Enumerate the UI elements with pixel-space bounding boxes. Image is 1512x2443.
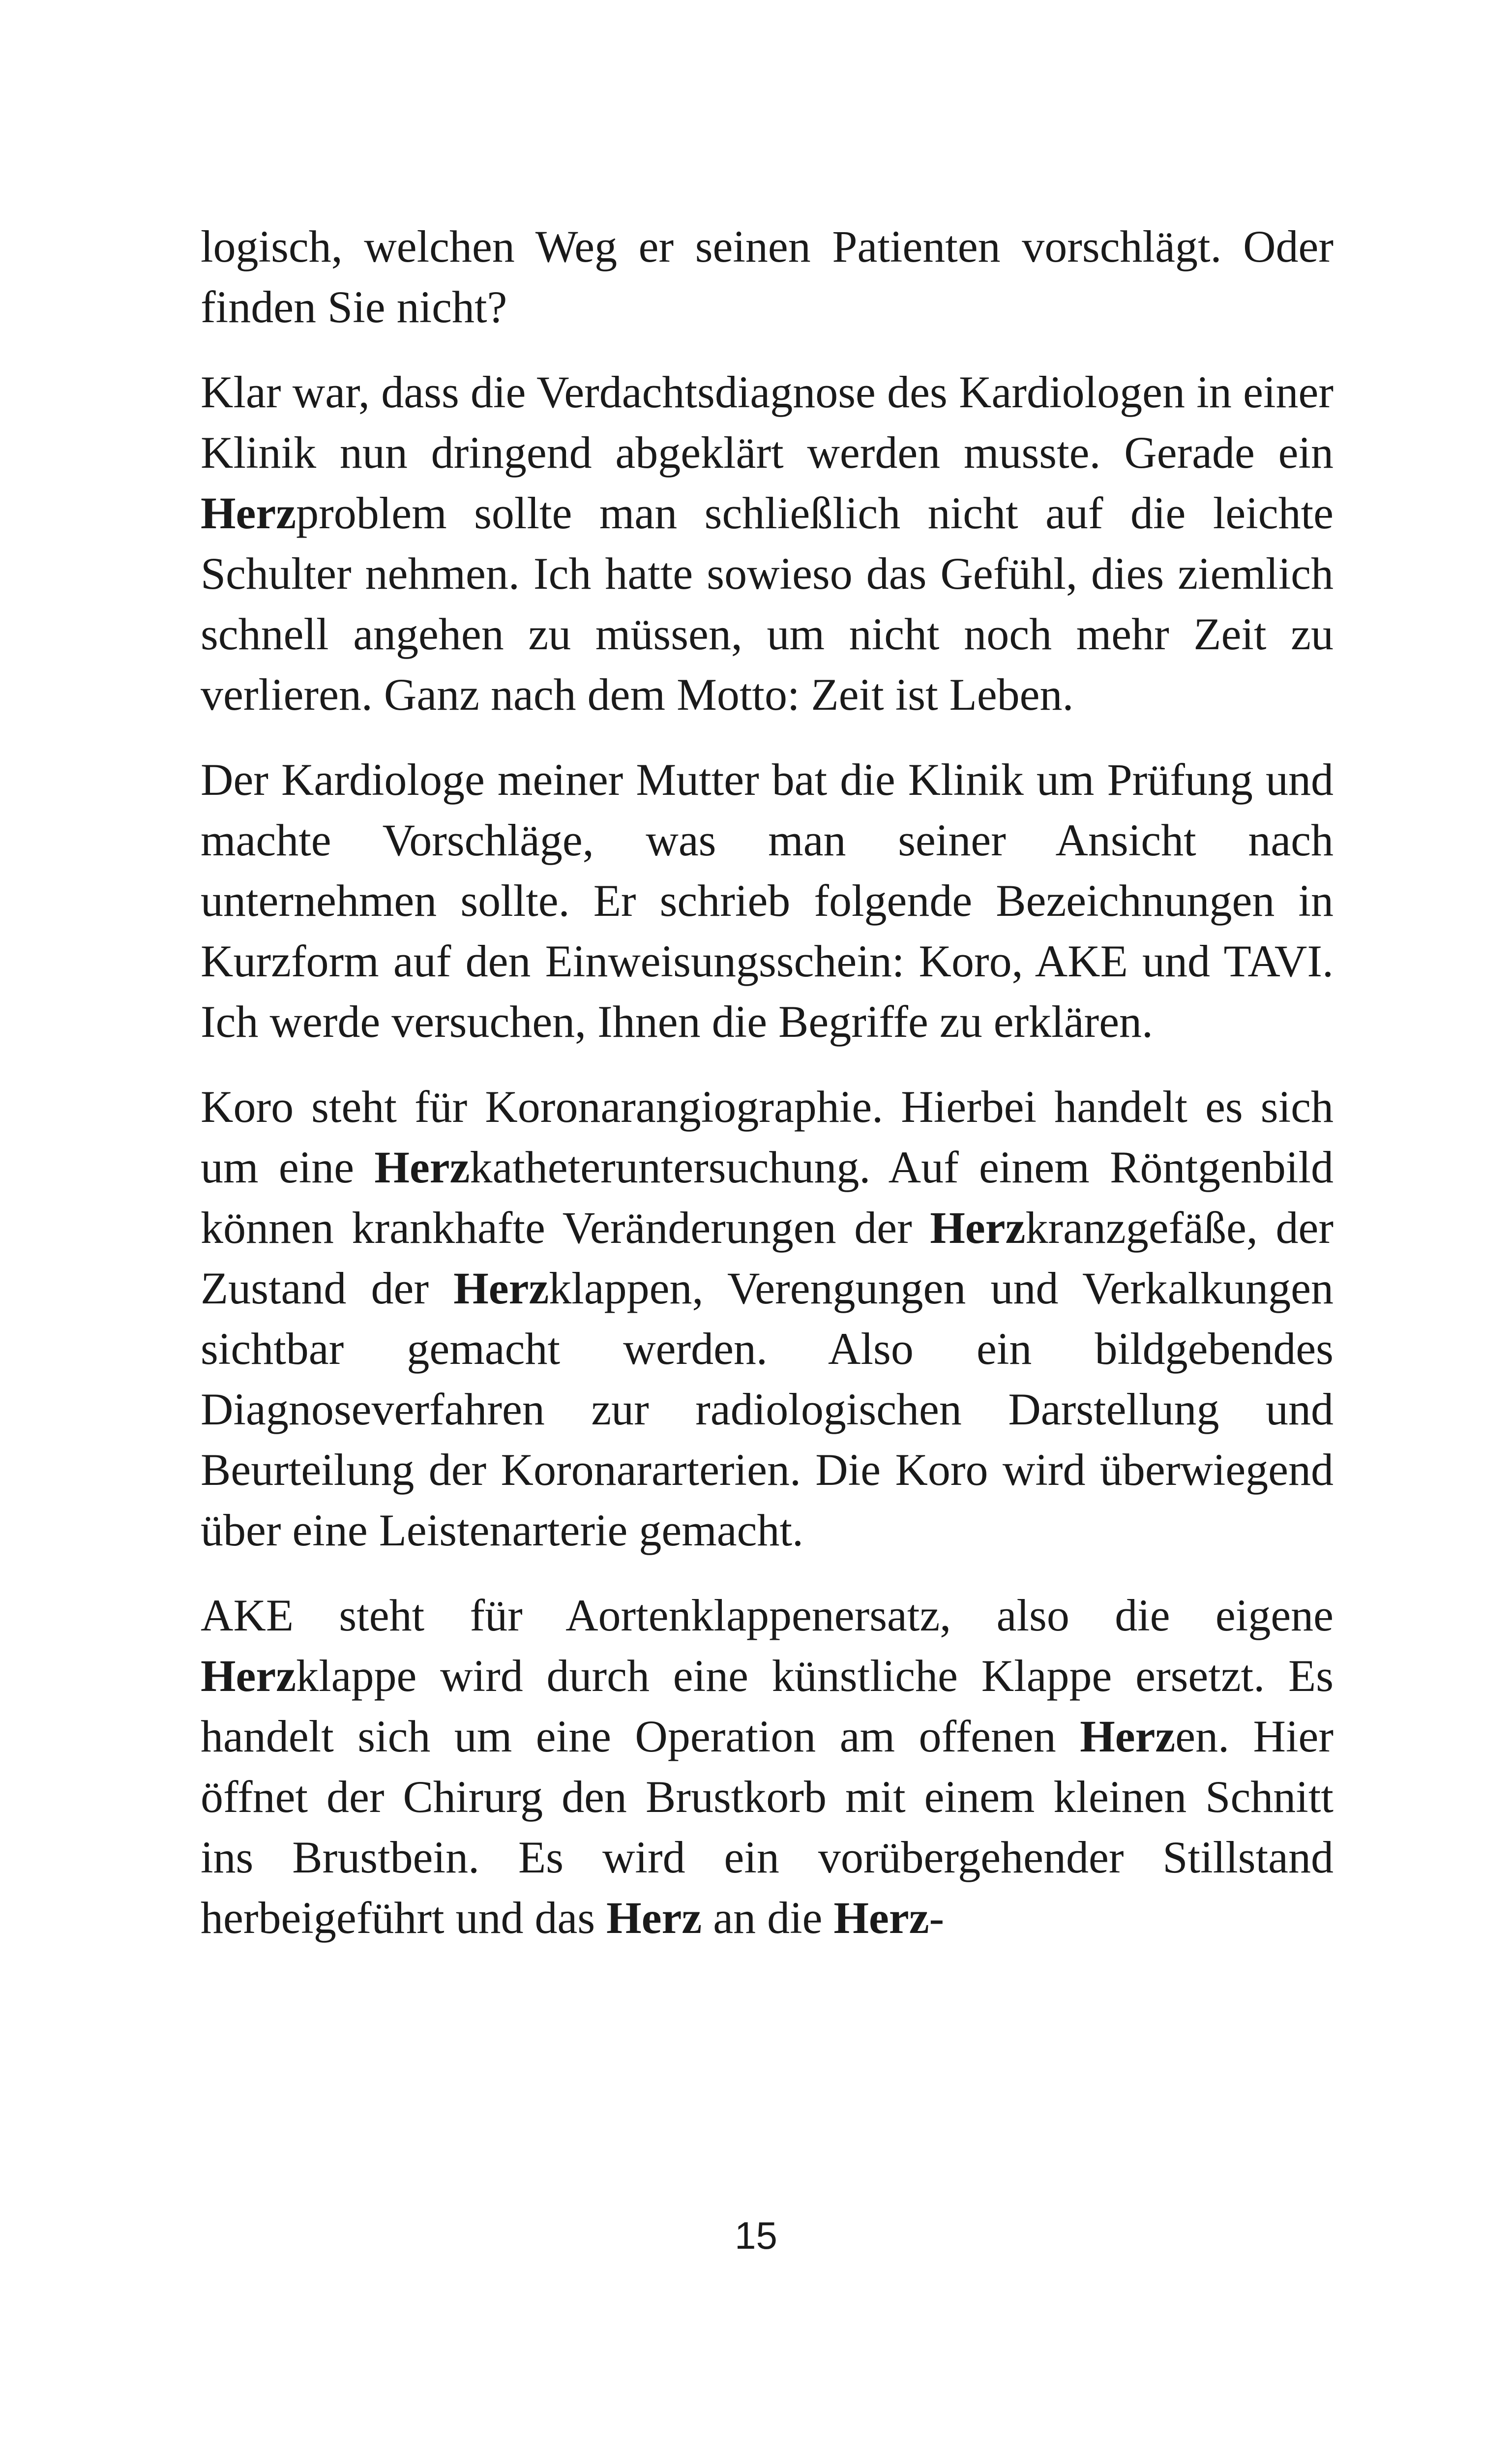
bold-keyword: Herz [606, 1893, 702, 1943]
text-run: logisch, welchen Weg er seinen Patienten vorschlägt. Oder finden Sie nicht? [201, 221, 1334, 332]
paragraph [201, 1077, 1334, 1561]
text-run: klappe wird durch eine künstliche Klappe ersetzt. Es handelt sich um eine Operation am offenen [201, 1651, 1334, 1761]
paragraph [201, 1585, 1334, 1948]
text-run: AKE steht für Aortenklappenersatz, also die eigene [201, 1590, 1334, 1640]
page-number: 15 [735, 2214, 777, 2257]
text-run: Klar war, dass die Verdachtsdiagnose des Kardiologen in einer Klinik nun dringend abgeklärt werden musste. Gerade ein [201, 367, 1334, 478]
text-run: kranzgefäße, der Zustand der [201, 1203, 1334, 1313]
bold-keyword: Herz [1080, 1711, 1176, 1761]
text-run: Der Kardiologe meiner Mutter bat die Klinik um Prüfung und machte Vorschläge, was man seiner Ansicht nach unternehmen sollte. Er schrieb folgende Bezeichnungen in Kurzform auf den Einweisungsschein: Koro, AKE und TAVI. Ich werde versuchen, Ihnen die Begriffe zu erklären. [201, 754, 1334, 1047]
text-run: an die [702, 1893, 834, 1943]
text-run: en. Hier öffnet der Chirurg den Brustkorb mit einem kleinen Schnitt ins Brustbein. Es wird ein vorübergehender Stillstand herbeigeführt und das [201, 1711, 1334, 1943]
bold-keyword: Herz [930, 1203, 1026, 1253]
bold-keyword: Herz [833, 1893, 929, 1943]
paragraph [201, 750, 1334, 1052]
text-run: Koro steht für Koronarangiographie. Hierbei handelt es sich um eine [201, 1082, 1334, 1192]
bold-keyword: Herz [374, 1142, 470, 1192]
text-run: - [929, 1893, 945, 1943]
body-text [201, 216, 1334, 1973]
bold-keyword: Herz [201, 488, 296, 538]
bold-keyword: Herz [201, 1651, 296, 1701]
paragraph [201, 216, 1334, 337]
bold-keyword: Herz [453, 1263, 549, 1313]
text-run: klappen, Verengungen und Verkalkungen sichtbar gemacht werden. Also ein bildgebendes Diagnoseverfahren zur radiologischen Darstellung und Beurteilung der Koronararterien. Die Koro wird überwiegend über eine Leistenarterie gemacht. [201, 1263, 1334, 1555]
text-run: katheteruntersuchung. Auf einem Röntgenbild können krankhafte Veränderungen der [201, 1142, 1334, 1253]
paragraph [201, 362, 1334, 725]
text-run: problem sollte man schließlich nicht auf die leichte Schulter nehmen. Ich hatte sowieso das Gefühl, dies ziemlich schnell angehen zu müssen, um nicht noch mehr Zeit zu verlieren. Ganz nach dem Motto: Zeit ist Leben. [201, 488, 1334, 720]
